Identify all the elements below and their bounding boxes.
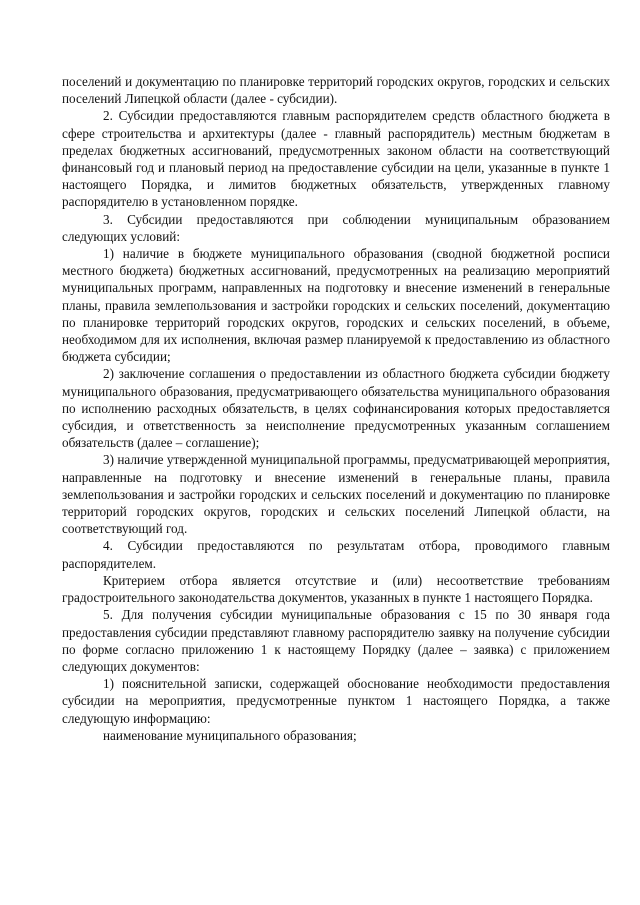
paragraph-item-4: 4. Субсидии предоставляются по результатам отбора, проводимого главным распорядителем.	[62, 538, 610, 571]
paragraph-selection-criterion: Критерием отбора является отсутствие и (или) несоответствие требованиям градостроительного законодательства документов, указанных в пункте 1 настоящего Порядка.	[62, 572, 610, 606]
paragraph-item-5: 5. Для получения субсидии муниципальные образования с 15 по 30 января года предоставления субсидии представляют главному распорядителю заявку на получение субсидии по форме согласно приложению 1 к настоящему Порядку (далее – заявка) с приложением следующих документов:	[62, 607, 610, 674]
document-page	[62, 73, 610, 744]
paragraph-item-3: 3. Субсидии предоставляются при соблюдении муниципальным образованием следующих условий:	[62, 211, 610, 244]
paragraph-municipality-name: наименование муниципального образования;	[103, 727, 357, 743]
subparagraph-3-1: 1) наличие в бюджете муниципального образования (сводной бюджетной росписи местного бюджета) бюджетных ассигнований, предусмотренных на реализацию мероприятий муниципальных программ, направленных на подготовку и внесение изменений в генеральные планы, правила землепользования и застройки городских и сельских поселений, документацию по планировке территорий городских округов, городских и сельских поселений, в объеме, необходимом для их исполнения, включая размер планируемой к предоставлению из областного бюджета субсидии;	[62, 246, 610, 365]
subparagraph-3-2: 2) заключение соглашения о предоставлении из областного бюджета субсидии бюджету муниципального образования, предусматривающего обязательства муниципального образования по исполнению расходных обязательств, в целях софинансирования которых предоставляется субсидия, и ответственность за неисполнение предусмотренных указанным соглашением обязательств (далее – соглашение);	[62, 366, 610, 451]
subparagraph-3-3: 3) наличие утвержденной муниципальной программы, предусматривающей мероприятия, направленные на подготовку и внесение изменений в генеральные планы, правила землепользования и застройки городских и сельских поселений и документацию по планировке территорий городских округов, городских и сельских поселений Липецкой области, на соответствующий год.	[62, 452, 610, 537]
paragraph-continuation: поселений и документацию по планировке территорий городских округов, городских и сельских поселений Липецкой области (далее - субсидии).	[62, 74, 610, 107]
paragraph-item-2: 2. Субсидии предоставляются главным распорядителем средств областного бюджета в сфере строительства и архитектуры (далее - главный распорядитель) местным бюджетам в пределах бюджетных ассигнований, предусмотренных законом области на соответствующий финансовый год и плановый период на предоставление субсидии на цели, указанные в пункте 1 настоящего Порядка, и лимитов бюджетных обязательств, утвержденных главному распорядителю в установленном порядке.	[62, 108, 610, 210]
subparagraph-5-1: 1) пояснительной записки, содержащей обоснование необходимости предоставления субсидии на мероприятия, предусмотренные пунктом 1 настоящего Порядка, а также следующую информацию:	[62, 676, 610, 726]
